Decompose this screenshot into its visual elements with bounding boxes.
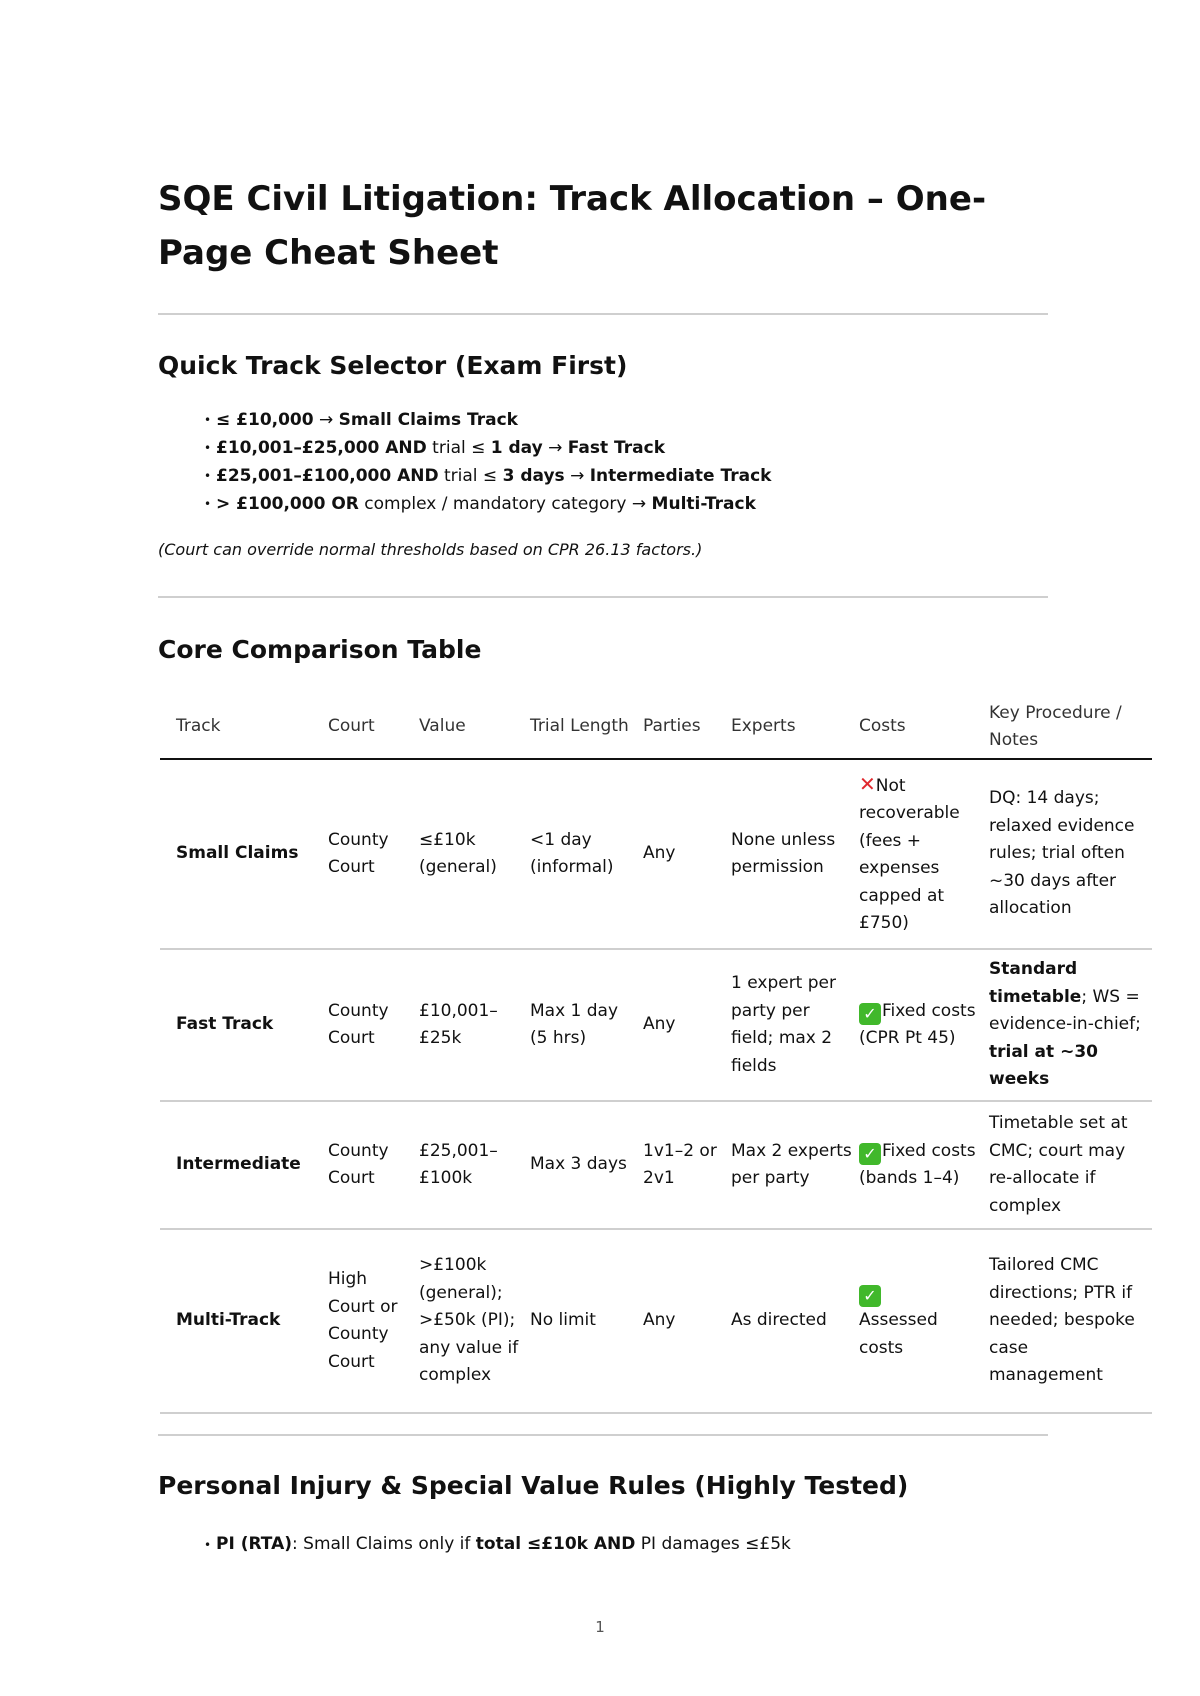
text-run: → xyxy=(313,410,339,430)
notes-cell xyxy=(989,760,1149,948)
text-run: Timetable set at CMC; court may re-allocate if complex xyxy=(989,1113,1128,1216)
bold-text: trial at ~30 weeks xyxy=(989,1041,1098,1090)
bold-text: 1 day xyxy=(490,438,543,458)
page-title: SQE Civil Litigation: Track Allocation – One-Page Cheat Sheet xyxy=(158,179,987,273)
bullet-icon: • xyxy=(204,1538,212,1552)
comparison-heading: Core Comparison Table xyxy=(158,635,482,664)
experts-cell xyxy=(731,1102,859,1228)
table-header xyxy=(160,696,1152,760)
selector-heading: Quick Track Selector (Exam First) xyxy=(158,351,628,380)
cross-icon: ✕ xyxy=(859,771,876,796)
court-cell-text: County Court xyxy=(328,1000,389,1048)
parties-cell xyxy=(643,760,733,948)
court-cell xyxy=(328,1102,418,1228)
costs-label: Fixed costs (bands 1–4) xyxy=(859,1140,976,1188)
text-run: ; WS = evidence-in-chief; xyxy=(989,986,1141,1035)
bold-text: Intermediate Track xyxy=(589,466,772,486)
bold-text: ≤ £10,000 xyxy=(216,410,314,430)
check-icon: ✓ xyxy=(859,1143,881,1165)
notes-text xyxy=(989,1110,1143,1220)
experts-cell xyxy=(731,1230,859,1412)
selector-item xyxy=(204,490,771,518)
costs-cell xyxy=(859,950,989,1100)
bullet-icon: • xyxy=(204,441,212,455)
parties-cell xyxy=(643,1230,733,1412)
table-row xyxy=(160,1230,1152,1414)
divider xyxy=(158,313,1048,315)
experts-cell xyxy=(731,950,859,1100)
trial-length-cell xyxy=(530,1102,642,1228)
bold-text: Multi-Track xyxy=(651,494,756,514)
column-header: Key Procedure / Notes xyxy=(989,702,1122,750)
costs-text xyxy=(859,1138,983,1193)
parties-cell-text: Any xyxy=(643,1014,676,1035)
notes-cell xyxy=(989,950,1149,1100)
selector-note: (Court can override normal thresholds based on CPR 26.13 factors.) xyxy=(158,540,703,559)
text-run: trial ≤ xyxy=(438,466,503,486)
experts-cell-text: None unless permission xyxy=(731,829,836,877)
notes-text xyxy=(989,1252,1143,1390)
bold-text: > £100,000 OR xyxy=(216,494,359,514)
bold-text: Standard timetable xyxy=(989,959,1082,1007)
text-run: : Small Claims only if xyxy=(292,1534,476,1554)
text-run: Tailored CMC directions; PTR if needed; bespoke case management xyxy=(989,1255,1135,1386)
table-row xyxy=(160,950,1152,1102)
text-run: PI damages ≤£5k xyxy=(635,1534,791,1554)
selector-item xyxy=(204,462,771,490)
experts-cell-text: 1 expert per party per field; max 2 fields xyxy=(731,973,836,1076)
trial-length-cell-text: Max 3 days xyxy=(530,1154,627,1175)
value-cell-text: ≤£10k (general) xyxy=(419,829,497,877)
costs-label: Assessed costs xyxy=(859,1310,938,1358)
bold-text: PI (RTA) xyxy=(216,1534,293,1554)
divider xyxy=(158,1434,1048,1436)
bold-text: Small Claims Track xyxy=(338,410,518,430)
trial-length-cell xyxy=(530,1230,642,1412)
costs-cell xyxy=(859,1102,989,1228)
parties-cell xyxy=(643,950,733,1100)
costs-label: Not recoverable (fees + expenses capped at £750) xyxy=(859,775,960,933)
value-cell xyxy=(419,1230,529,1412)
costs-text xyxy=(859,771,983,938)
trial-length-cell-text: <1 day (informal) xyxy=(530,829,614,877)
bold-text: total ≤£10k AND xyxy=(475,1534,636,1554)
table-row xyxy=(160,760,1152,950)
parties-cell-text: Any xyxy=(643,843,676,864)
costs-text xyxy=(859,998,983,1053)
comparison-table xyxy=(160,696,1152,1414)
parties-cell xyxy=(643,1102,733,1228)
track-cell-text: Fast Track xyxy=(176,1014,274,1035)
selector-item xyxy=(204,434,771,462)
experts-cell-text: As directed xyxy=(731,1310,827,1331)
court-cell xyxy=(328,1230,418,1412)
costs-cell xyxy=(859,760,989,948)
column-header: Track xyxy=(176,716,221,737)
court-cell xyxy=(328,760,418,948)
text-run: → xyxy=(542,438,568,458)
bullet-icon: • xyxy=(204,469,212,483)
bold-text: £10,001–£25,000 AND xyxy=(216,438,427,458)
experts-cell-text: Max 2 experts per party xyxy=(731,1140,852,1188)
check-icon: ✓ xyxy=(859,1003,881,1025)
notes-cell xyxy=(989,1230,1149,1412)
court-cell-text: High Court or County Court xyxy=(328,1269,398,1372)
parties-cell-text: Any xyxy=(643,1310,676,1331)
costs-label: Fixed costs (CPR Pt 45) xyxy=(859,1000,976,1048)
trial-length-cell-text: No limit xyxy=(530,1310,596,1331)
column-header: Trial Length xyxy=(530,716,629,737)
text-run: → xyxy=(564,466,590,486)
parties-cell-text: 1v1–2 or 2v1 xyxy=(643,1140,717,1188)
notes-cell xyxy=(989,1102,1149,1228)
experts-cell xyxy=(731,760,859,948)
value-cell-text: £25,001–£100k xyxy=(419,1140,498,1188)
bullet-icon: • xyxy=(204,413,212,427)
text-run: DQ: 14 days; relaxed evidence rules; trial often ~30 days after allocation xyxy=(989,788,1135,919)
notes-text xyxy=(989,785,1143,923)
value-cell xyxy=(419,760,529,948)
selector-item xyxy=(204,406,771,434)
check-icon: ✓ xyxy=(859,1285,881,1307)
costs-text xyxy=(859,1280,983,1363)
court-cell-text: County Court xyxy=(328,1140,389,1188)
column-header: Court xyxy=(328,716,375,737)
trial-length-cell xyxy=(530,760,642,948)
value-cell-text: £10,001–£25k xyxy=(419,1000,498,1048)
track-cell-text: Small Claims xyxy=(176,843,299,864)
track-cell xyxy=(176,950,326,1100)
selector-list xyxy=(204,406,771,518)
trial-length-cell xyxy=(530,950,642,1100)
table-row xyxy=(160,1102,1152,1230)
pi-heading: Personal Injury & Special Value Rules (Highly Tested) xyxy=(158,1471,909,1500)
bullet-icon: • xyxy=(204,497,212,511)
column-header: Experts xyxy=(731,716,796,737)
column-header: Costs xyxy=(859,716,906,737)
track-cell-text: Intermediate xyxy=(176,1154,301,1175)
pi-rta-rule xyxy=(204,1530,791,1559)
value-cell xyxy=(419,950,529,1100)
court-cell xyxy=(328,950,418,1100)
track-cell-text: Multi-Track xyxy=(176,1310,281,1331)
divider xyxy=(158,596,1048,598)
bold-text: Fast Track xyxy=(567,438,665,458)
costs-cell xyxy=(859,1230,989,1412)
track-cell xyxy=(176,760,326,948)
text-run: trial ≤ xyxy=(426,438,491,458)
bold-text: £25,001–£100,000 AND xyxy=(216,466,439,486)
page-number: 1 xyxy=(595,1618,605,1636)
value-cell-text: >£100k (general); >£50k (PI); any value if complex xyxy=(419,1255,519,1386)
table-body xyxy=(160,760,1152,1414)
trial-length-cell-text: Max 1 day (5 hrs) xyxy=(530,1000,619,1048)
bold-text: 3 days xyxy=(502,466,565,486)
value-cell xyxy=(419,1102,529,1228)
column-header: Parties xyxy=(643,716,701,737)
track-cell xyxy=(176,1102,326,1228)
text-run: complex / mandatory category → xyxy=(358,494,652,514)
track-cell xyxy=(176,1230,326,1412)
column-header: Value xyxy=(419,716,466,737)
notes-text xyxy=(989,956,1143,1094)
court-cell-text: County Court xyxy=(328,829,389,877)
